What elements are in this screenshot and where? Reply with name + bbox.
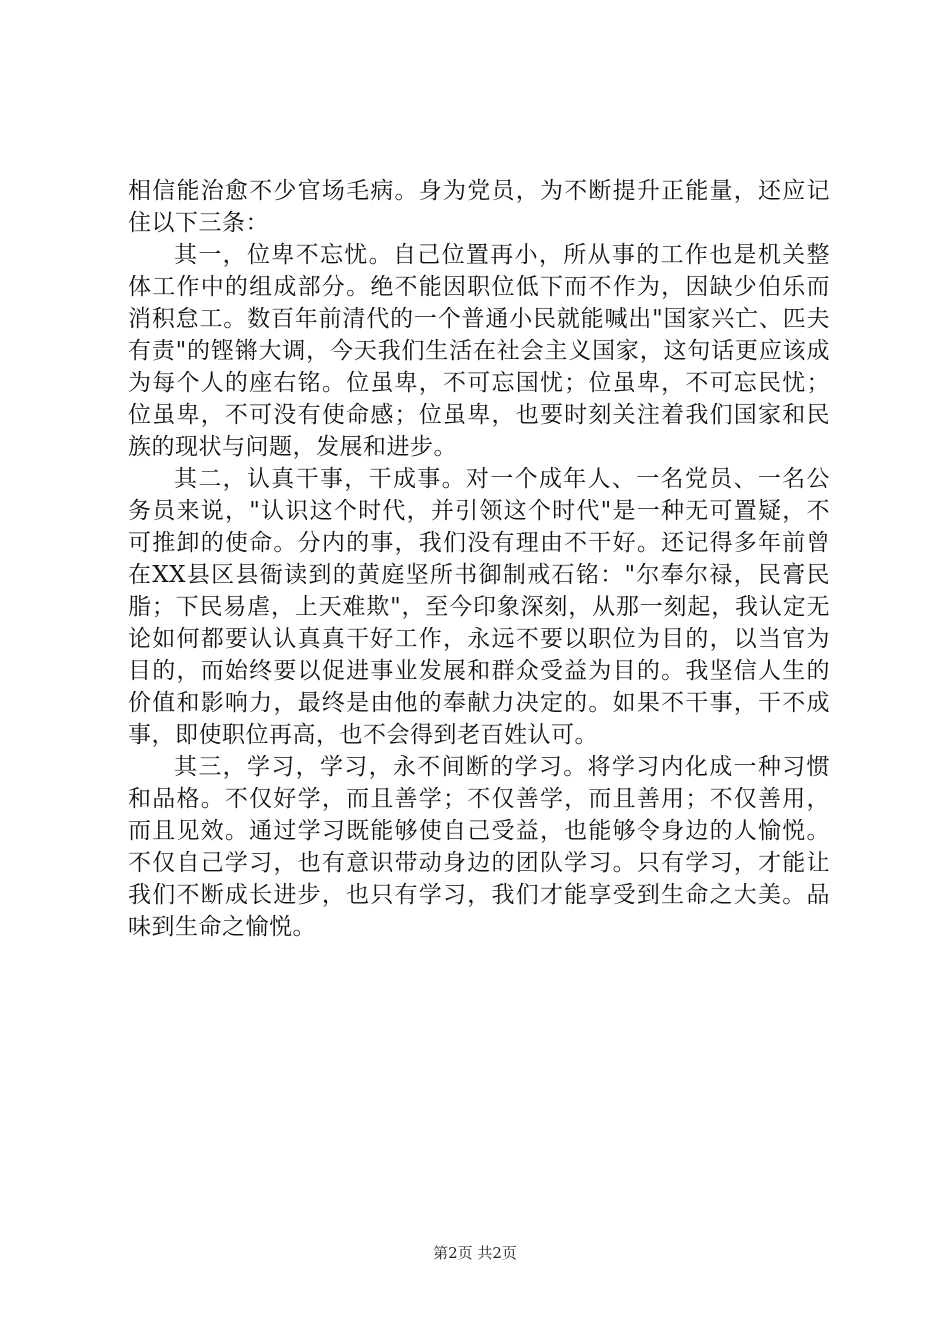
- paragraph-point-three: 其三，学习，学习，永不间断的学习。将学习内化成一种习惯和品格。不仅好学，而且善学；不仅善学，而且善用；不仅善用，而且见效。通过学习既能够使自己受益，也能够令身边的人愉悦。不仅自己学习，也有意识带动身边的团队学习。只有学习，才能让我们不断成长进步，也只有学习，我们才能享受到生命之大美。品味到生命之愉悦。: [128, 754, 830, 940]
- document-body: [128, 175, 830, 943]
- paragraph-continuation: 相信能治愈不少官场毛病。身为党员，为不断提升正能量，还应记住以下三条：: [128, 178, 830, 236]
- paragraph-point-one: 其一，位卑不忘忧。自己位置再小，所从事的工作也是机关整体工作中的组成部分。绝不能因职位低下而不作为，因缺少伯乐而消积怠工。数百年前清代的一个普通小民就能喊出"国家兴亡、匹夫有责"的铿锵大调，今天我们生活在社会主义国家，这句话更应该成为每个人的座右铭。位虽卑，不可忘国忧；位虽卑，不可忘民忧；位虽卑，不可没有使命感；位虽卑，也要时刻关注着我们国家和民族的现状与问题，发展和进步。: [128, 242, 830, 460]
- paragraph-point-two: 其二，认真干事，干成事。对一个成年人、一名党员、一名公务员来说，"认识这个时代，并引领这个时代"是一种无可置疑，不可推卸的使命。分内的事，我们没有理由不干好。还记得多年前曾在XX县区县衙读到的黄庭坚所书御制戒石铭："尔奉尔禄，民膏民脂；下民易虐，上天难欺"，至今印象深刻，从那一刻起，我认定无论如何都要认认真真干好工作，永远不要以职位为目的，以当官为目的，而始终要以促进事业发展和群众受益为目的。我坚信人生的价值和影响力，最终是由他的奉献力决定的。如果不干事，干不成事，即使职位再高，也不会得到老百姓认可。: [128, 466, 830, 748]
- page-footer: 第2页 共2页: [433, 1244, 517, 1262]
